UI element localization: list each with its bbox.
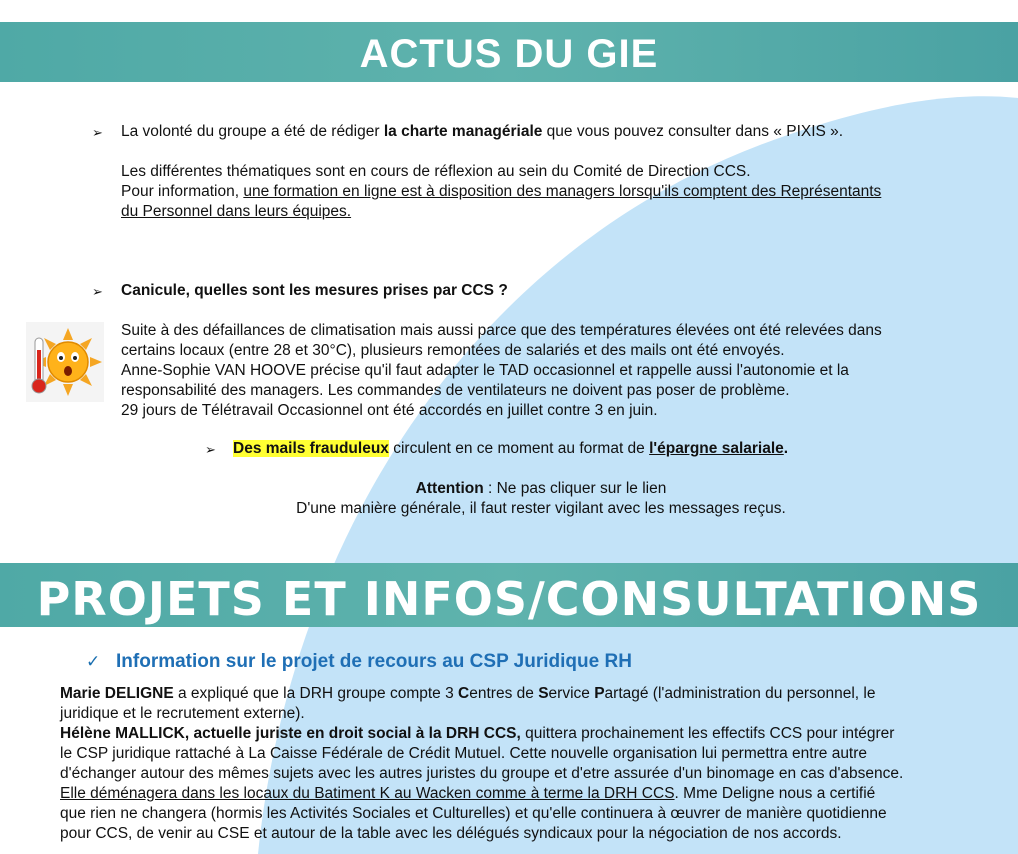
formation-line-2: du Personnel dans leurs équipes. xyxy=(121,203,352,220)
charte-link-text: la charte managériale xyxy=(383,123,543,140)
arrow-bullet-icon: ➢ xyxy=(205,442,216,457)
section-title-actus: ACTUS DU GIE xyxy=(359,32,659,76)
attention-line: Attention : Ne pas cliquer sur le lien xyxy=(415,480,667,497)
canicule-heading: Canicule, quelles sont les mesures prises par CCS ? xyxy=(121,282,508,299)
project-body: Marie DELIGNE a expliqué que la DRH groupe compte 3 Centres de Service Partagé (l'administration du personnel, le juridique et le recrutement externe). Hélène MALLICK, actuelle juriste en droit social à la DRH CCS, quittera prochainement les effectifs CCS pour intégrer le CSP juridique rattaché à La Caisse Fédérale de Crédit Mutuel. Cette nouvelle organisation lui permettra entre autre d'échanger autour des mêmes sujets avec les autres juristes du groupe et d'etre assurée d'un binomage en cas d'absence. Elle déménagera dans les locaux du Batiment K au Wacken comme à terme la DRH CCS. Mme Deligne nous a certifié que rien ne changera (hormis les Activités Sociales et Culturelles) et qu'elle continuera à œuvrer de manière quotidienne pour CCS, de venir au CSE et autour de la table avec les délégués syndicaux pour la négociation de nos accords. xyxy=(60,685,904,842)
project-subtitle: Information sur le projet de recours au CSP Juridique RH xyxy=(116,651,632,672)
checkmark-icon: ✓ xyxy=(86,652,101,671)
charte-item xyxy=(121,122,981,222)
section-banner-actus xyxy=(0,22,1018,82)
vigilance-line: D'une manière générale, il faut rester vigilant avec les messages reçus. xyxy=(296,500,786,517)
charte-line: La volonté du groupe a été de rédiger la charte managériale que vous pouvez consulter dans « PIXIS ». xyxy=(121,123,844,140)
section-title-projets: PROJETS ET INFOS/CONSULTATIONS xyxy=(36,572,982,626)
section-banner-projets xyxy=(0,563,1018,627)
attention-block xyxy=(0,479,1018,519)
fraud-highlight: Des mails frauduleux xyxy=(233,440,389,457)
arrow-bullet-icon: ➢ xyxy=(92,125,103,140)
fraud-mail-line: Des mails frauduleux circulent en ce moment au format de l'épargne salariale. xyxy=(233,440,789,457)
hot-sun-thermometer-icon xyxy=(26,322,104,402)
canicule-body: Suite à des défaillances de climatisation mais aussi parce que des températures élevées ont été relevées dans certains locaux (entre 28 et 30°C), plusieurs remontées de salariés et des mails ont été envoyés. Anne-Sophie VAN HOOVE précise qu'il faut adapter le TAD occasionnel et rappelle aussi l'autonomie et la responsabilité des managers. Les commandes de ventilateurs ne doivent pas poser de problème. 29 jours de Télétravail Occasionnel ont été accordés en juillet contre 3 en juin. xyxy=(121,322,882,419)
thematiques-line: Les différentes thématiques sont en cours de réflexion au sein du Comité de Direction CCS. xyxy=(121,163,751,180)
formation-line: Pour information, une formation en ligne est à disposition des managers lorsqu'ils comptent des Représentants xyxy=(121,183,882,200)
arrow-bullet-icon: ➢ xyxy=(92,284,103,299)
